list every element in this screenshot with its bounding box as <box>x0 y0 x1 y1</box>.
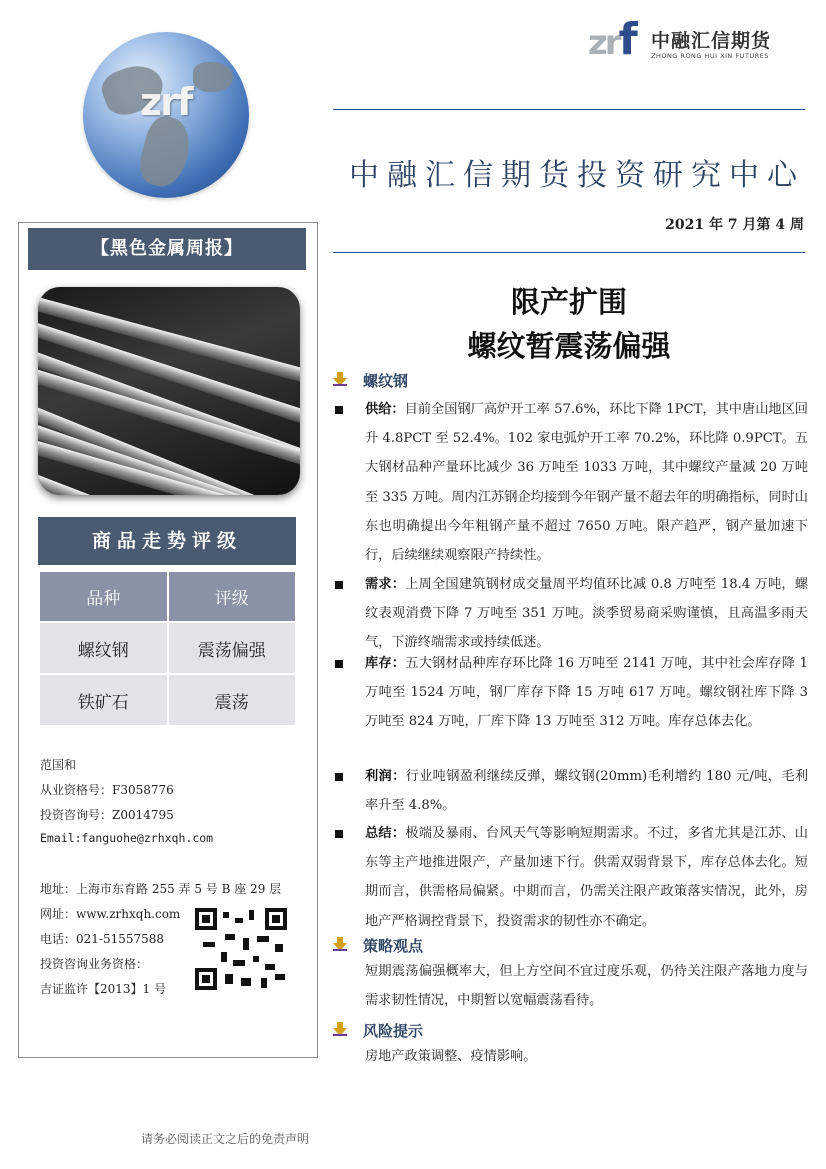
analyst-name: 范国和 <box>40 758 77 772</box>
bullet-icon <box>335 773 343 781</box>
report-date: 2021 年 7 月第 4 周 <box>665 217 804 233</box>
profit-paragraph <box>365 762 808 820</box>
section-heading-rebar: 螺纹钢 <box>363 372 409 390</box>
table-row <box>40 623 295 673</box>
bullet-icon <box>335 406 343 414</box>
risk-paragraph: 房地产政策调整、疫情影响。 <box>365 1049 537 1064</box>
section-heading-risk: 风险提示 <box>363 1022 424 1040</box>
consult-number: 投资咨询号：Z0014795 <box>40 808 174 822</box>
strategy-paragraph: 短期震荡偏强概率大，但上方空间不宜过度乐观，仍待关注限产落地力度与需求韧性情况，中期暂以宽幅震荡看待。 <box>365 964 808 1009</box>
company-name-en: ZHONG RONG HUI XIN FUTURES <box>651 52 769 60</box>
demand-text: 上周全国建筑钢材成交量周平均值环比减 0.8 万吨至 18.4 万吨，螺纹表观消费下降 7 万吨至 351 万吨。淡季贸易商采购谨慎，且高温多雨天气，下游终端需求或持续低迷。 <box>365 577 809 651</box>
inventory-text: 五大钢材品种库存环比降 16 万吨至 2141 万吨，其中社会库存降 1 万吨至 1524 万吨，钢厂库存下降 15 万吨 617 万吨。螺纹钢社库下降 3 万吨至 824 万吨，厂库下降 13 万吨至 312 万吨。库存总体去化。 <box>365 656 808 730</box>
section-heading-strategy: 策略观点 <box>363 937 424 955</box>
company-address: 地址：上海市东育路 255 弄 5 号 B 座 29 层 <box>40 882 282 896</box>
demand-label: 需求： <box>365 577 406 592</box>
research-center-title: 中融汇信期货投资研究中心 <box>349 158 805 193</box>
supply-text: 目前全国钢厂高炉开工率 57.6%，环比下降 1PCT，其中唐山地区回升 4.8PCT 至 52.4%。102 家电弧炉开工率 70.2%，环比降 0.9PCT。五大钢材品种产量环比减少 36 万吨至 1033 万吨，其中螺纹产量减 20 万吨至 335 万吨。周内江苏钢企均接到今年钢产量不超去年的明确指标，同时山东也明确提出今年粗钢产量不超过 7650 万吨。限产趋严，钢产量加速下行，后续继续观察限产持续性。 <box>365 402 808 564</box>
divider-top <box>333 109 805 110</box>
col-header-commodity: 品种 <box>40 572 167 621</box>
globe-logo: zrf <box>140 80 192 124</box>
cell-commodity: 铁矿石 <box>40 675 167 725</box>
cell-commodity: 螺纹钢 <box>40 623 167 673</box>
bullet-icon <box>335 830 343 838</box>
disclaimer-note: 请务必阅读正文之后的免责声明 <box>140 1132 309 1146</box>
supply-paragraph <box>365 395 808 570</box>
arrow-down-icon <box>333 372 347 386</box>
inventory-label: 库存： <box>365 656 406 671</box>
bullet-icon <box>335 660 343 668</box>
company-name-cn: 中融汇信期货 <box>651 30 772 52</box>
license-label: 投资咨询业务资格： <box>40 957 149 971</box>
summary-text: 极端及暴雨、台风天气等影响短期需求。不过，多省尤其是江苏、山东等主产地推进限产，产量加速下行。供需双弱背景下，库存总体去化。短期而言，供需格局偏紧。中期而言，仍需关注限产政策落实情况，此外，房地产严格调控背景下，投资需求的韧性亦不确定。 <box>365 826 808 929</box>
qualification-number: 从业资格号：F3058776 <box>40 783 174 797</box>
arrow-down-icon <box>333 937 347 951</box>
profit-label: 利润： <box>365 769 406 784</box>
summary-paragraph <box>365 819 808 936</box>
company-website[interactable]: 网址：www.zrhxqh.com <box>40 907 181 921</box>
analyst-email[interactable]: Email:fanguohe@zrhxqh.com <box>40 831 214 845</box>
table-row <box>40 675 295 725</box>
cell-rating: 震荡偏强 <box>169 623 296 673</box>
bullet-icon <box>335 581 343 589</box>
license-number: 吉证监许【2013】1 号 <box>40 982 166 996</box>
rating-title: 商品走势评级 <box>38 517 296 565</box>
steel-pipes-image <box>38 287 300 495</box>
report-type-label: 【黑色金属周报】 <box>28 228 306 270</box>
col-header-rating: 评级 <box>169 572 296 621</box>
cell-rating: 震荡 <box>169 675 296 725</box>
company-phone: 电话：021-51557588 <box>40 932 165 946</box>
supply-label: 供给： <box>365 402 405 417</box>
rating-table <box>38 570 297 727</box>
arrow-down-icon <box>333 1022 347 1036</box>
qr-code-icon <box>195 908 287 990</box>
divider-bottom <box>333 252 805 253</box>
summary-label: 总结： <box>365 826 406 841</box>
demand-paragraph <box>365 570 808 658</box>
report-title-line1: 限产扩围 <box>510 285 627 319</box>
profit-text: 行业吨钢盈利继续反弹，螺纹钢(20mm)毛利增约 180 元/吨，毛利率升至 4.8%。 <box>365 769 809 814</box>
company-logo-mark: zrf <box>588 14 635 65</box>
report-title-line2: 螺纹暂震荡偏强 <box>467 329 671 363</box>
rating-table-header <box>40 572 295 621</box>
inventory-paragraph <box>365 649 808 737</box>
